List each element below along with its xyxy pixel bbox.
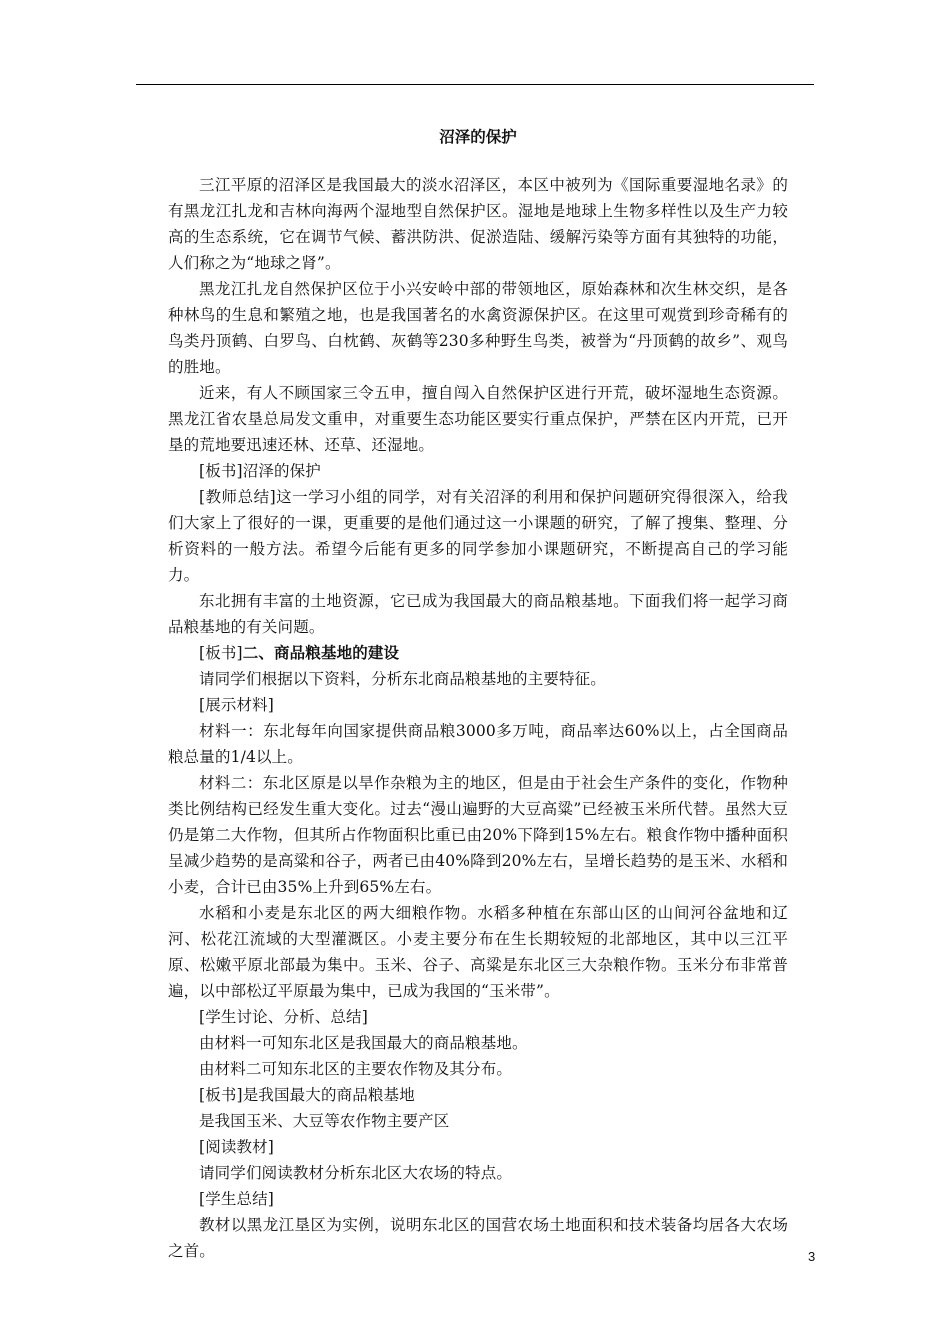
section-title: 沼泽的保护 [439,127,517,146]
paragraph-teacher-summary: [教师总结]这一学习小组的同学，对有关沼泽的利用和保护问题研究得很深入，给我们大家上了很好的一课，更重要的是他们通过这一小课题的研究，了解了搜集、整理、分析资料的一般方法。希望今后能有更多的同学参加小课题研究，不断提高自己的学习能力。 [168,488,788,584]
paragraph-read-textbook: [阅读教材] [199,1138,274,1156]
paragraph-student-discussion: [学生讨论、分析、总结] [199,1008,368,1026]
paragraph-conclusion-two: 由材料二可知东北区的主要农作物及其分布。 [199,1060,513,1078]
paragraph-farm-example: 教材以黑龙江垦区为实例，说明东北区的国营农场土地面积和技术装备均居各大农场之首。 [168,1216,788,1260]
paragraph-crops: 水稻和小麦是东北区的两大细粮作物。水稻多种植在东部山区的山间河谷盆地和辽河、松花江流域的大型灌溉区。小麦主要分布在生长期较短的北部地区，其中以三江平原、松嫩平原北部最为集中。玉米、谷子、高粱是东北区三大杂粮作物。玉米分布非常普遍，以中部松辽平原最为集中，已成为我国的“玉米带”。 [168,904,788,1000]
paragraph-reclamation: 近来，有人不顾国家三令五申，擅自闯入自然保护区进行开荒，破坏湿地生态资源。黑龙江省农垦总局发文重申，对重要生态功能区要实行重点保护，严禁在区内开荒，已开垦的荒地要迅速还林、还草、还湿地。 [168,384,788,454]
board-heading [168,640,788,666]
paragraph-material-two: 材料二：东北区原是以旱作杂粮为主的地区，但是由于社会生产条件的变化，作物种类比例结构已经发生重大变化。过去“漫山遍野的大豆高粱”已经被玉米所代替。虽然大豆仍是第二大作物，但其所占作物面积比重已由20%下降到15%左右。粮食作物中播种面积呈减少趋势的是高粱和谷子，两者已由40%降到20%左右，呈增长趋势的是玉米、水稻和小麦，合计已由35%上升到65%左右。 [168,774,788,896]
paragraph-zhalong-reserve: 黑龙江扎龙自然保护区位于小兴安岭中部的带领地区，原始森林和次生林交织，是各种林鸟的生息和繁殖之地，也是我国著名的水禽资源保护区。在这里可观赏到珍奇稀有的鸟类丹顶鹤、白罗鸟、白枕鹤、灰鹤等230多种野生鸟类，被誉为“丹顶鹤的故乡”、观鸟的胜地。 [168,280,788,376]
paragraph-instruction: 请同学们根据以下资料，分析东北商品粮基地的主要特征。 [199,670,606,688]
document-body [168,120,788,1264]
paragraph-board-grain-base: [板书]是我国最大的商品粮基地 [199,1086,415,1104]
paragraph-wetland-intro: 三江平原的沼泽区是我国最大的淡水沼泽区，本区中被列为《国际重要湿地名录》的有黑龙江扎龙和吉林向海两个湿地型自然保护区。湿地是地球上生物多样性以及生产力较高的生态系统，它在调节气候、蓄洪防洪、促淤造陆、缓解污染等方面有其独特的功能，人们称之为“地球之肾”。 [168,176,788,272]
paragraph-student-summary: [学生总结] [199,1190,274,1208]
paragraph-board-note: [板书]沼泽的保护 [199,462,321,480]
paragraph-material-one: 材料一：东北每年向国家提供商品粮3000多万吨，商品率达60%以上，占全国商品粮总量的1/4以上。 [168,722,788,766]
paragraph-conclusion-one: 由材料一可知东北区是我国最大的商品粮基地。 [199,1034,528,1052]
paragraph-read-instruction: 请同学们阅读教材分析东北区大农场的特点。 [199,1164,513,1182]
paragraph-transition: 东北拥有丰富的土地资源，它已成为我国最大的商品粮基地。下面我们将一起学习商品粮基地的有关问题。 [168,592,788,636]
board-heading-prefix: [板书] [199,644,243,662]
paragraph-main-producing: 是我国玉米、大豆等农作物主要产区 [199,1112,450,1130]
board-heading-text: 二、商品粮基地的建设 [242,643,400,662]
header-rule [136,84,814,85]
page-number: 3 [808,1249,816,1264]
paragraph-show-material: [展示材料] [199,696,274,714]
